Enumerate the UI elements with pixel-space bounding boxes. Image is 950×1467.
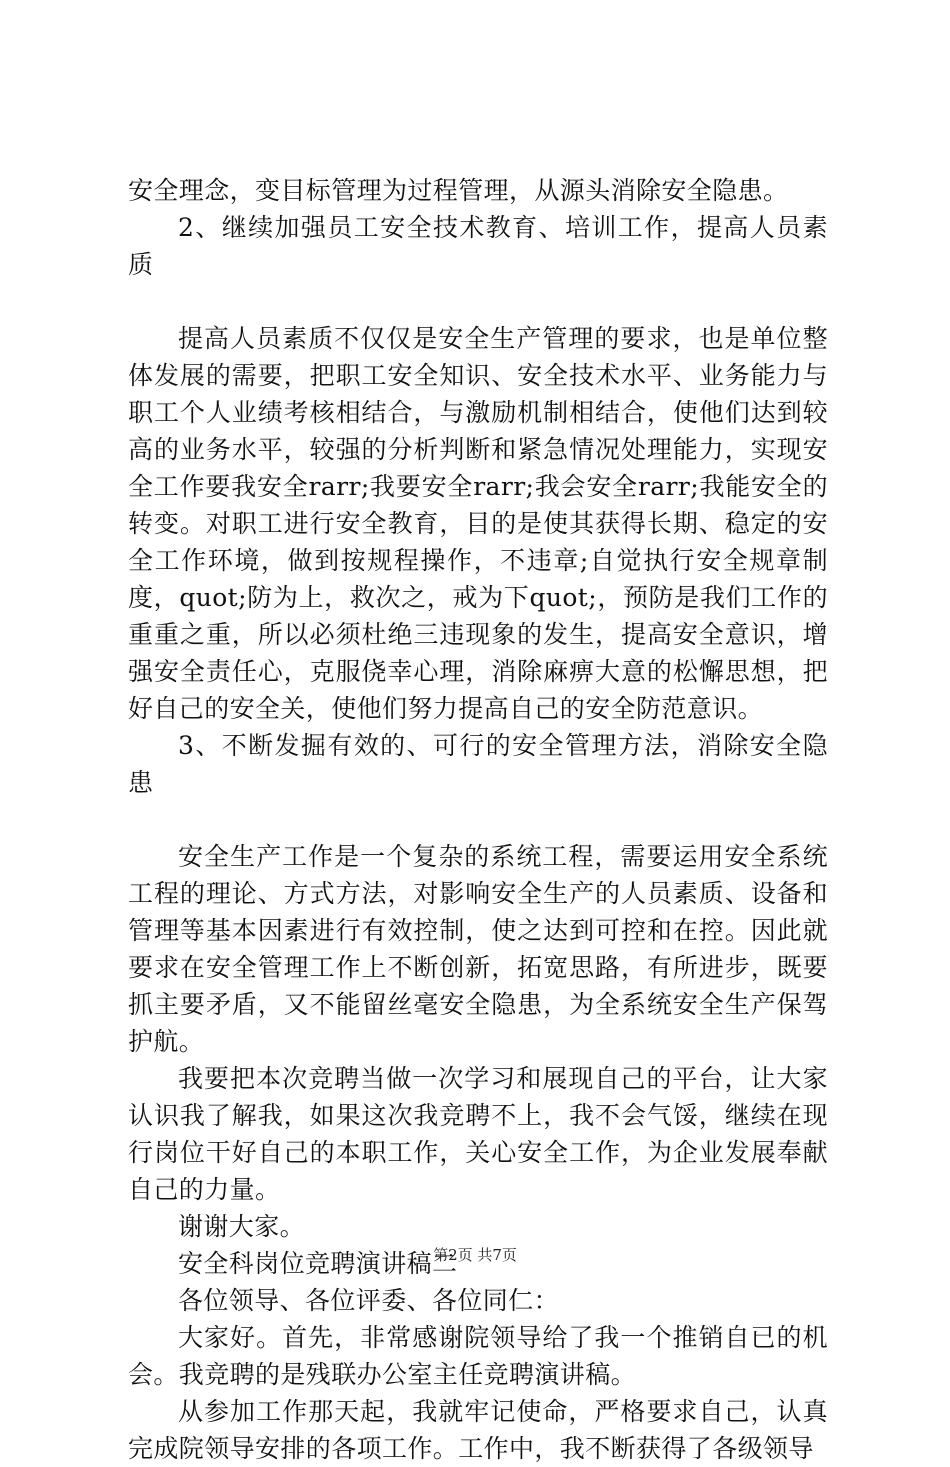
section-heading-2: 2、继续加强员工安全技术教育、培训工作，提高人员素质: [128, 213, 828, 279]
paragraph-safety-system: 安全生产工作是一个复杂的系统工程，需要运用安全系统工程的理论、方式方法，对影响安全生产的人员素质、设备和管理等基本因素进行有效控制，使之达到可控和在控。因此就要求在安全管理工作上不断创新，拓宽思路，有所进步，既要抓主要矛盾，又不能留丝毫安全隐患，为全系统安全生产保驾护航。: [128, 842, 828, 1056]
paragraph-competition: 我要把本次竞聘当做一次学习和展现自己的平台，让大家认识我了解我，如果这次我竞聘不上，我不会气馁，继续在现行岗位干好自己的本职工作，关心安全工作，为企业发展奉献自己的力量。: [128, 1064, 828, 1204]
paragraph-continuation: 安全理念，变目标管理为过程管理，从源头消除安全隐患。: [128, 176, 789, 205]
page-footer: 第2页 共7页: [433, 1246, 517, 1264]
speech-title-2: 安全科岗位竞聘演讲稿二: [178, 1249, 458, 1278]
document-body: [128, 172, 828, 1467]
section-heading-3: 3、不断发掘有效的、可行的安全管理方法，消除安全隐患: [128, 731, 828, 797]
paragraph-thanks: 谢谢大家。: [178, 1212, 306, 1241]
blank-line: [128, 283, 828, 320]
paragraph-work-start: 从参加工作那天起，我就牢记使命，严格要求自己，认真完成院领导安排的各项工作。工作中，我不断获得了各级领导: [128, 1397, 828, 1463]
salutation: 各位领导、各位评委、各位同仁：: [178, 1286, 560, 1315]
blank-line: [128, 801, 828, 838]
paragraph-greeting: 大家好。首先，非常感谢院领导给了我一个推销自已的机会。我竞聘的是残联办公室主任竞聘演讲稿。: [128, 1323, 828, 1389]
paragraph-staff-quality: 提高人员素质不仅仅是安全生产管理的要求，也是单位整体发展的需要，把职工安全知识、安全技术水平、业务能力与职工个人业绩考核相结合，与激励机制相结合，使他们达到较高的业务水平，较强的分析判断和紧急情况处理能力，实现安全工作要我安全rarr;我要安全rarr;我会安全rarr;我能安全的转变。对职工进行安全教育，目的是使其获得长期、稳定的安全工作环境，做到按规程操作，不违章;自觉执行安全规章制度，quot;防为上，救次之，戒为下quot;，预防是我们工作的重重之重，所以必须杜绝三违现象的发生，提高安全意识，增强安全责任心，克服侥幸心理，消除麻痹大意的松懈思想，把好自己的安全关，使他们努力提高自己的安全防范意识。: [128, 324, 828, 723]
